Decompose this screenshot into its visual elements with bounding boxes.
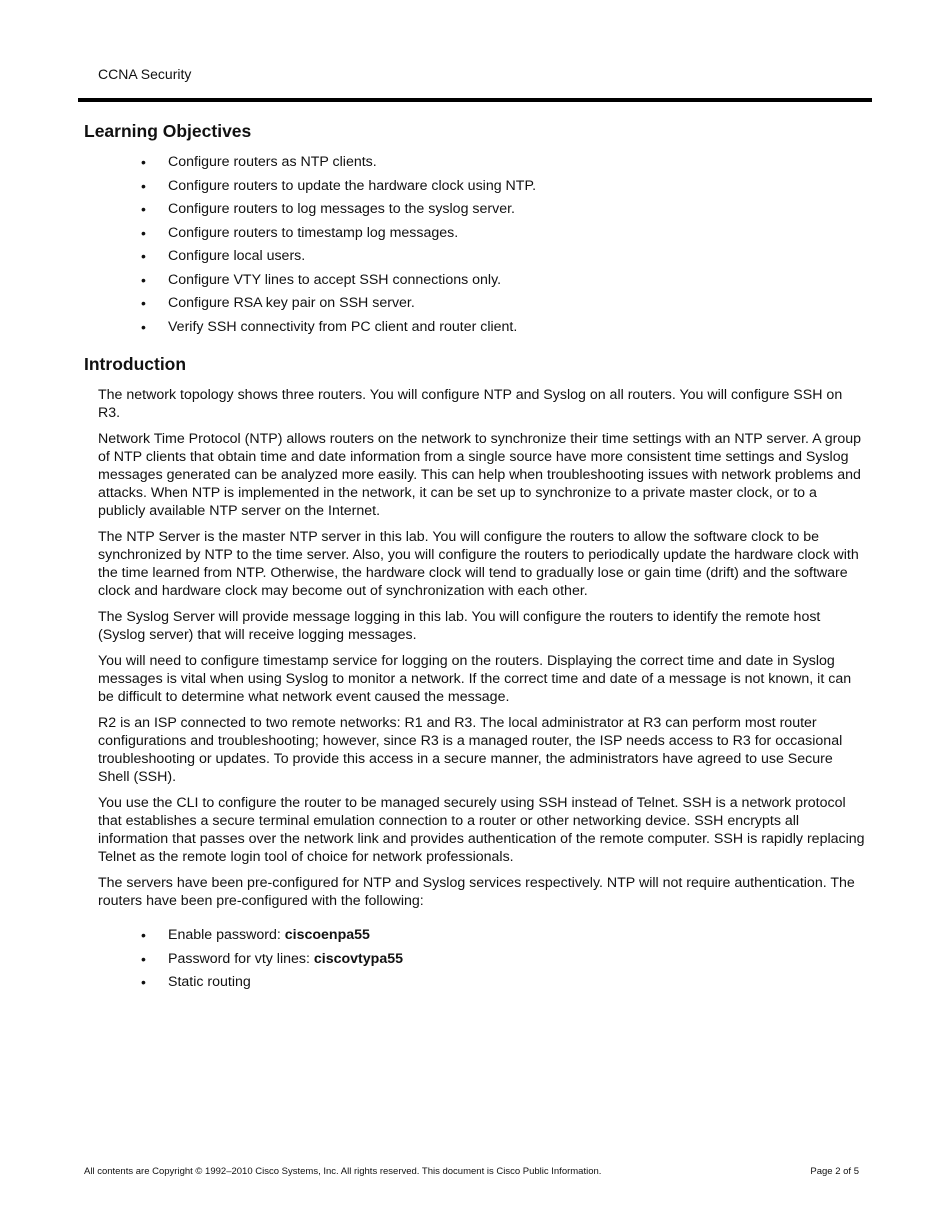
list-item: • Verify SSH connectivity from PC client and router client. [0,318,900,342]
list-item-vty-password [0,950,900,974]
document-header-title: CCNA Security [98,66,192,82]
vty-password-label: Password for vty lines: [168,950,314,967]
introduction-heading: Introduction [84,354,187,374]
list-item: • Configure routers to update the hardware clock using NTP. [0,177,900,201]
learning-objectives-list [0,153,900,341]
paragraph: The network topology shows three routers. You will configure NTP and Syslog on all routers. You will configure SSH on R3. [98,387,843,421]
vty-password-value: ciscovtypa55 [313,950,403,967]
list-item: • Configure RSA key pair on SSH server. [0,294,900,318]
introduction-body [98,386,868,918]
paragraph: You use the CLI to configure the router to be managed securely using SSH instead of Telnet. SSH is a network protocol that establishes a secure terminal emulation connection to a router or other networking device. SSH encrypts all information that passes over the network link and provides authentication of the remote computer. SSH is rapidly replacing Telnet as the remote login tool of choice for network professionals. [98,795,865,865]
header-divider [78,98,872,102]
paragraph: You will need to configure timestamp service for logging on the routers. Displaying the correct time and date in Syslog messages is vital when using Syslog to monitor a network. If the correct time and date of a message is not known, it can be difficult to determine what network event caused the message. [98,653,852,705]
paragraph: Network Time Protocol (NTP) allows routers on the network to synchronize their time settings with an NTP server. A group of NTP clients that obtain time and date information from a single source have more consistent time settings and Syslog messages generated can be analyzed more easily. This can help when troubleshooting issues with network problems and attacks. When NTP is implemented in the network, it can be set up to synchronize to a private master clock, or to a publicly available NTP server on the Internet. [98,431,862,519]
list-item: • Configure local users. [0,247,900,271]
paragraph: The servers have been pre-configured for NTP and Syslog services respectively. NTP will not require authentication. The routers have been pre-configured with the following: [98,875,855,909]
list-item-static-routing: • Static routing [0,973,900,997]
list-item: • Configure routers as NTP clients. [0,153,900,177]
footer-copyright: All contents are Copyright © 1992–2010 Cisco Systems, Inc. All rights reserved. This document is Cisco Public Information. [84,1166,602,1177]
paragraph: R2 is an ISP connected to two remote networks: R1 and R3. The local administrator at R3 can perform most router configurations and troubleshooting; however, since R3 is a managed router, the ISP needs access to R3 for occasional troubleshooting or updates. To provide this access in a secure manner, the administrators have agreed to use Secure Shell (SSH). [98,715,843,785]
list-item: • Configure routers to log messages to the syslog server. [0,200,900,224]
learning-objectives-heading: Learning Objectives [84,121,252,141]
paragraph: The NTP Server is the master NTP server in this lab. You will configure the routers to allow the software clock to be synchronized by NTP to the time server. Also, you will configure the routers to periodically update the hardware clock with the time learned from NTP. Otherwise, the hardware clock will tend to gradually lose or gain time (drift) and the software clock and hardware clock may become out of synchronization with each other. [98,529,859,599]
list-item: • Configure VTY lines to accept SSH connections only. [0,271,900,295]
preconfiguration-list [0,926,900,997]
list-item-enable-password [0,926,900,950]
paragraph: The Syslog Server will provide message logging in this lab. You will configure the routers to identify the remote host (Syslog server) that will receive logging messages. [98,609,821,643]
list-item: • Configure routers to timestamp log messages. [0,224,900,248]
enable-password-value: ciscoenpa55 [284,927,370,943]
enable-password-label: Enable password: [168,927,285,943]
footer-page-number: Page 2 of 5 [810,1166,859,1177]
